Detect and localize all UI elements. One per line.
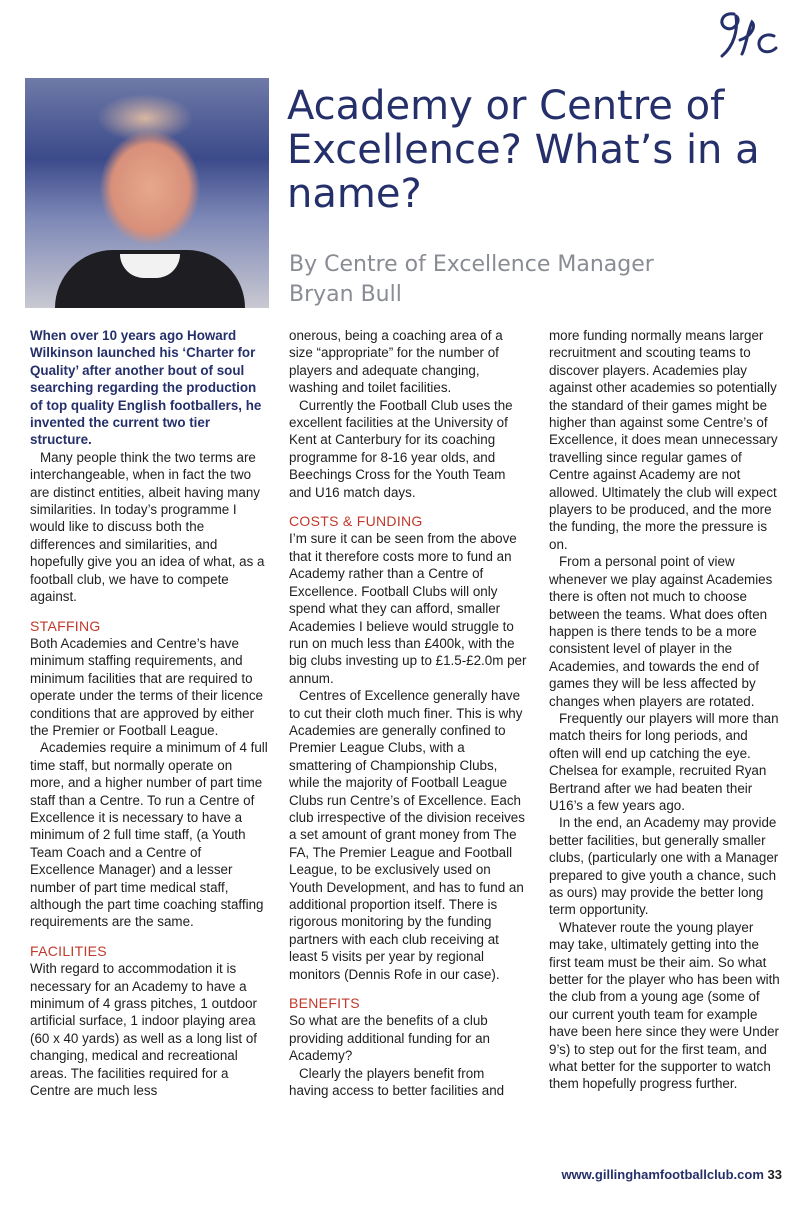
lead-paragraph: When over 10 years ago Howard Wilkinson launched his ‘Charter for Quality’ after another bout of soul searching regarding the production of top quality English footballers, he invented the current two tier structure. <box>30 328 262 448</box>
byline-role: By Centre of Excellence Manager <box>289 252 654 277</box>
section-heading-costs: COSTS & FUNDING <box>289 513 423 530</box>
paragraph: Many people think the two terms are interchangeable, when in fact the two are distinct entities, albeit having many similarities. In today’s programme I would like to discuss both the differences and similarities, and hopefully give you an idea of what, as a football club, we have to compete against. <box>30 449 265 605</box>
article-title: Academy or Centre of Excellence? What’s in a name? <box>287 83 760 217</box>
paragraph: From a personal point of view whenever we play against Academies there is often not much to choose between the teams. What does often happen is there tends to be a more consistent level of player in the Academies, and towards the end of games they will be less affected by changes when players are rotated. <box>549 554 773 709</box>
paragraph: Frequently our players will more than match theirs for long periods, and often will end up catching the eye. Chelsea for example, recruited Ryan Bertrand after we had beaten their U16’s a few years ago. <box>549 710 779 813</box>
author-photo <box>25 78 269 308</box>
paragraph: With regard to accommodation it is necessary for an Academy to have a minimum of 4 grass pitches, 1 outdoor artificial surface, 1 indoor playing area (60 x 40 yards) as well as a long list of changing, medical and recreational areas. The facilities required for a Centre are much less <box>30 961 258 1099</box>
article-column-1 <box>30 327 268 1099</box>
paragraph: more funding normally means larger recruitment and scouting teams to discover players. Academies play against other academies so potentially the standard of their games might be higher than against some Centre’s of Excellence, it does mean unnecessary travelling since regular games of Centre against Academy are not allowed. Ultimately the club will expect players to be produced, and the more the funding, the more the pressure is on. <box>549 328 778 552</box>
article-column-2 <box>289 327 527 1099</box>
paragraph: onerous, being a coaching area of a size “appropriate” for the number of players and adequate changing, washing and toilet facilities. <box>289 328 503 396</box>
paragraph: In the end, an Academy may provide better facilities, but generally smaller clubs, (particularly one with a Manager prepared to give youth a chance, such as ours) may provide the better long term opportunity. <box>549 815 779 918</box>
page-number: 33 <box>767 1167 782 1182</box>
paragraph: So what are the benefits of a club providing additional funding for an Academy? <box>289 1013 491 1064</box>
paragraph: Whatever route the young player may take, ultimately getting into the first team must be their aim. So what better for the player who has been with the club from a young age (some of our current youth team for example have been here since they were Under 9’s) to step out for the first team, and what better for the supporter to watch them hopefully progress further. <box>549 919 780 1092</box>
paragraph: I’m sure it can be seen from the above that it therefore costs more to fund an Academy rather than a Centre of Excellence. Football Clubs will only spend what they can afford, smaller Academies I believe would struggle to run on much less than £400k, with the big clubs investing up to £1.5-£2.0m per annum. <box>289 531 527 686</box>
article-column-3 <box>549 327 781 1093</box>
paragraph: Both Academies and Centre’s have minimum staffing requirements, and minimum facilities that are required to operate under the terms of their licence conditions that are approved by either the Premier or Football League. <box>30 635 263 738</box>
club-monogram-logo <box>712 6 782 62</box>
paragraph: Currently the Football Club uses the excellent facilities at the University of Kent at Canterbury for its coaching programme for 8-16 year olds, and Beechings Cross for the Youth Team and U16 match days. <box>289 397 513 500</box>
page-footer <box>561 1167 782 1182</box>
paragraph: Academies require a minimum of 4 full time staff, but normally operate on more, and a higher number of part time staff than a Centre. To run a Centre of Excellence it is necessary to have a minimum of 2 full time staff, (a Youth Team Coach and a Centre of Excellence Manager) and a lesser number of part time medical staff, although the part time coaching staffing requirements are the same. <box>30 740 268 930</box>
footer-url[interactable]: www.gillinghamfootballclub.com <box>561 1167 764 1182</box>
article-byline <box>289 250 789 310</box>
section-heading-staffing: STAFFING <box>30 617 101 634</box>
section-heading-benefits: BENEFITS <box>289 995 360 1012</box>
section-heading-facilities: FACILITIES <box>30 942 107 959</box>
paragraph: Centres of Excellence generally have to cut their cloth much finer. This is why Academies are generally confined to Premier League Clubs, with a smattering of Championship Clubs, while the majority of Football League Clubs run Centre’s of Excellence. Each club irrespective of the division receives a set amount of grant money from The FA, The Premier League and Football League, to be exclusively used on Youth Development, and has to fund an additional proportion itself. There is rigorous monitoring by the funding partners with each club receiving at least 5 visits per year by regional monitors (Dennis Rofe in our case). <box>289 688 525 982</box>
byline-author: Bryan Bull <box>289 282 402 307</box>
paragraph: Clearly the players benefit from having access to better facilities and <box>289 1065 505 1099</box>
